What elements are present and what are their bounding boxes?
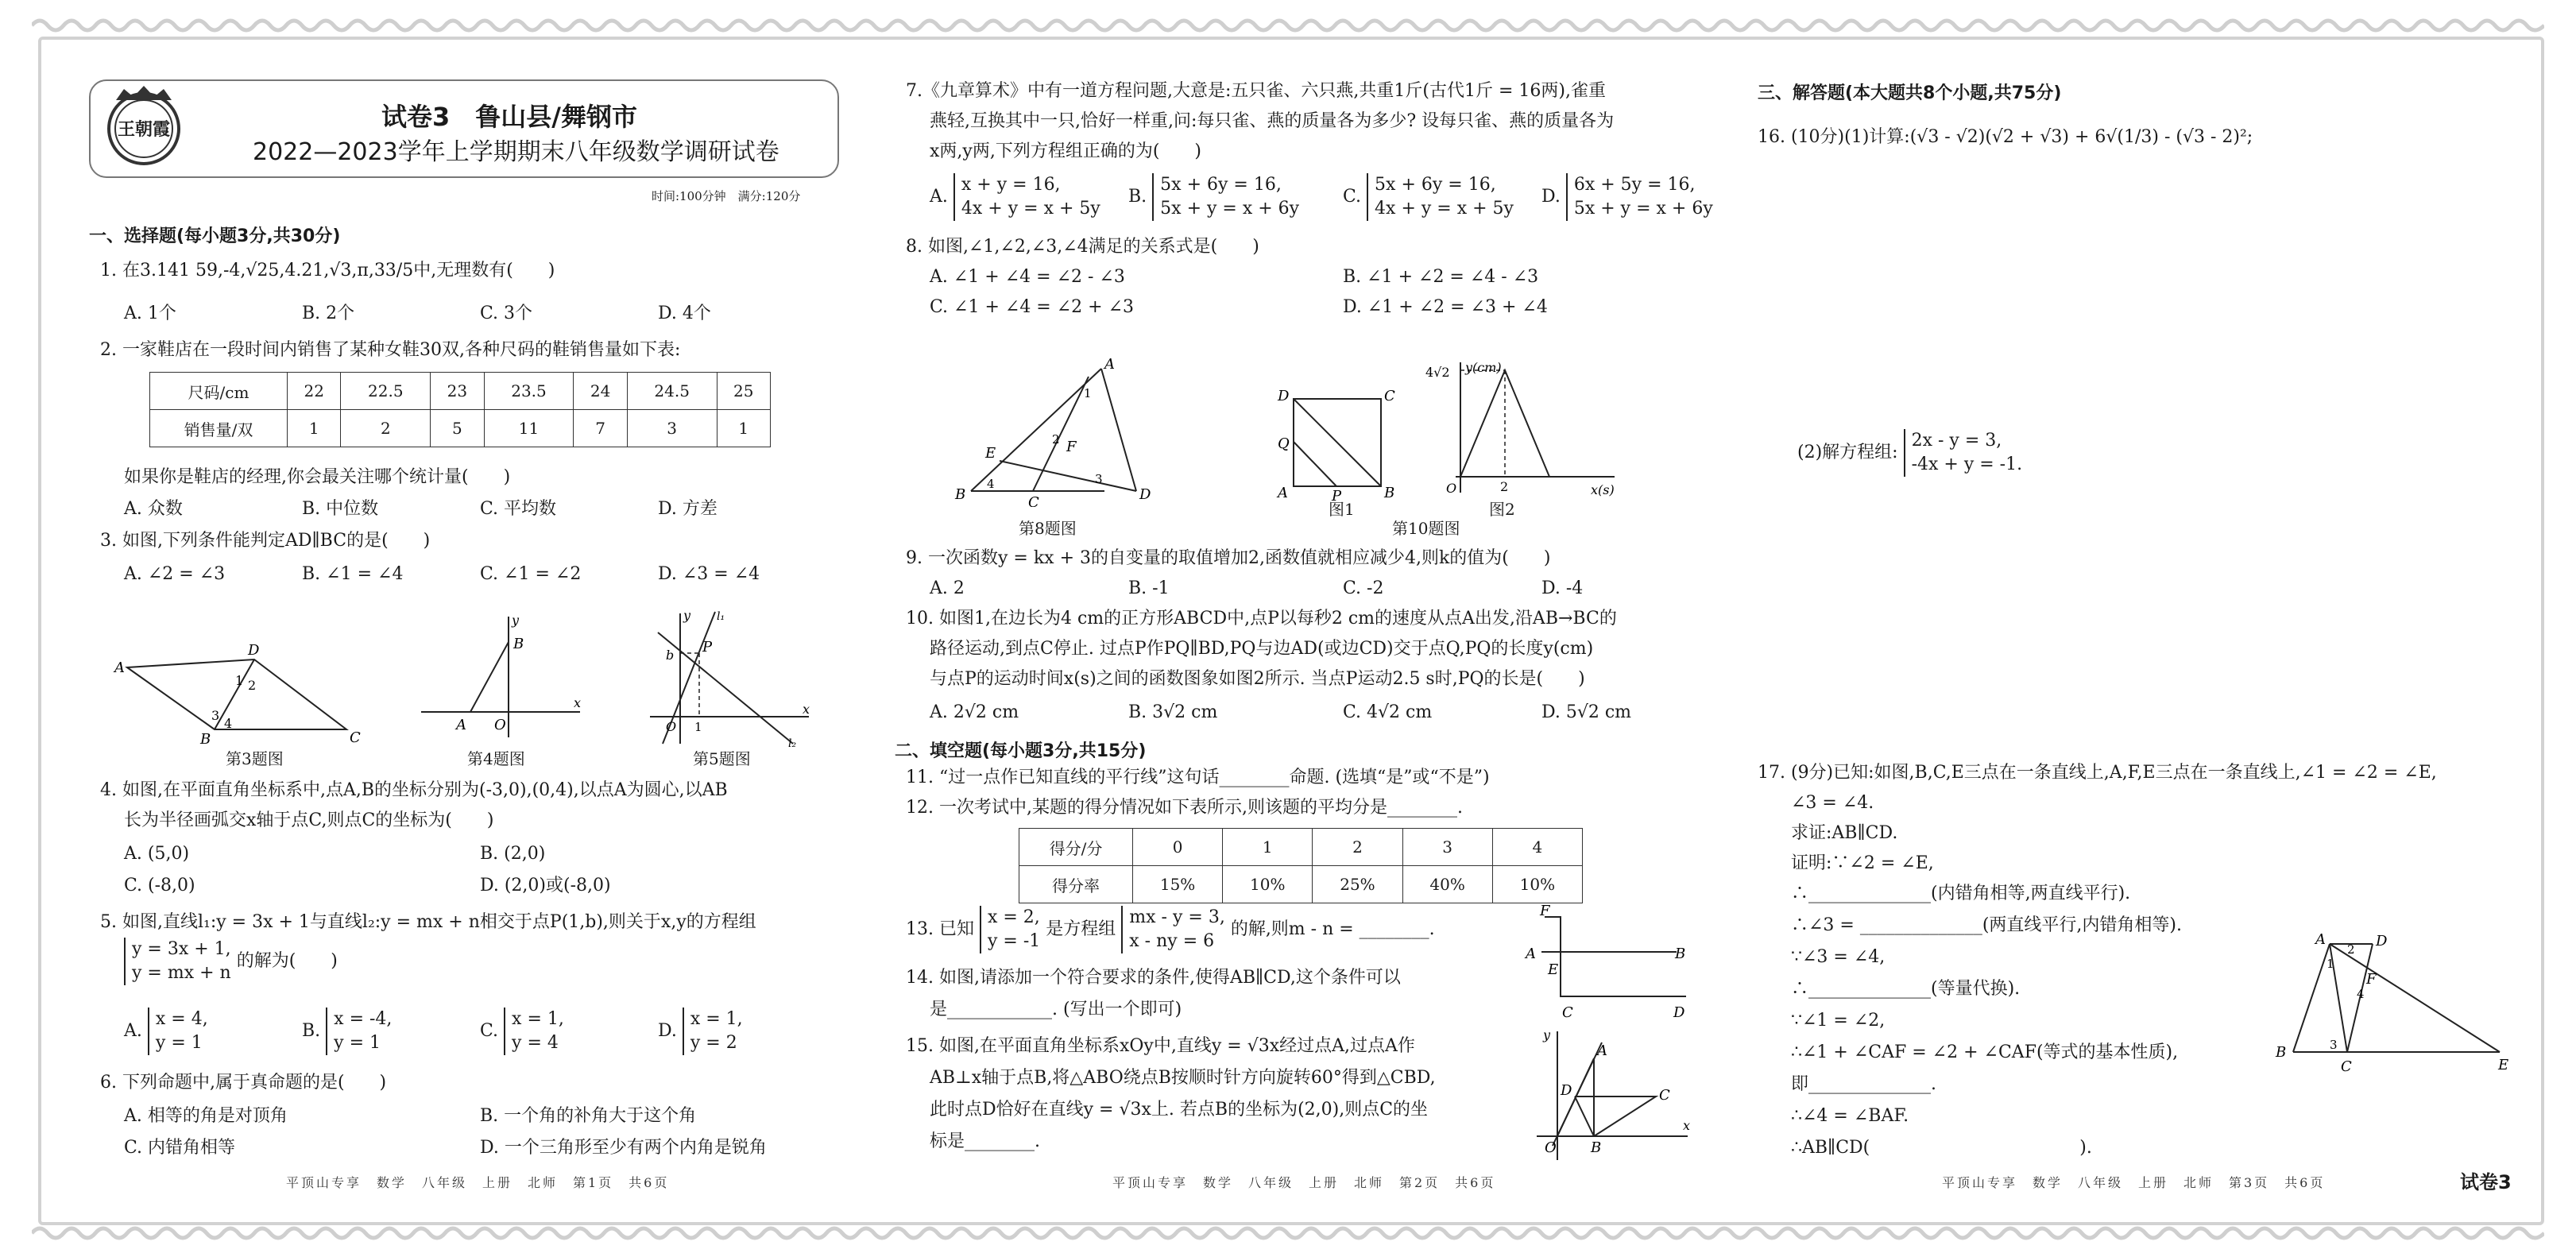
svg-text:B: B	[513, 636, 524, 652]
q1-option-d: D. 4个	[658, 304, 711, 323]
q17-prove: 求证:AB∥CD.	[1791, 823, 1898, 843]
q16-brace	[1904, 429, 2023, 477]
q17-step-6: ∴∠1 + ∠CAF = ∠2 + ∠CAF(等式的基本性质),	[1791, 1042, 2179, 1062]
q1-stem: 1. 在3.141 59,-4,√25,4.21,√3,π,33/5中,无理数有( )	[100, 261, 555, 280]
q5-opt-brace	[326, 1008, 392, 1055]
q1-option-c: C. 3个	[480, 304, 533, 323]
q4-option-c: C. (-8,0)	[124, 876, 195, 895]
q2-table-row	[150, 373, 771, 410]
svg-text:x: x	[1683, 1118, 1691, 1133]
q3-option-c: C. ∠1 = ∠2	[480, 564, 582, 584]
q2-cell: 24.5	[627, 373, 717, 410]
svg-text:E: E	[1548, 961, 1559, 978]
q10-option-c: C. 4√2 cm	[1343, 702, 1433, 722]
section-3-title: 三、解答题(本大题共8个小题,共75分)	[1758, 83, 2062, 103]
q7-opt-label: A.	[930, 187, 948, 207]
q13-sol-x: x = 2,	[987, 907, 1040, 927]
q7-line3: x两,y两,下列方程组正确的为( )	[930, 141, 1201, 161]
svg-text:A: A	[114, 659, 125, 676]
q13-sol-y: y = -1	[987, 931, 1041, 951]
q7-opt-eq: 6x + 5y = 16,	[1573, 175, 1696, 195]
paper-tag: 试卷3	[2460, 1171, 2512, 1193]
q9-option-d: D. -4	[1541, 578, 1584, 598]
q7-opt-eq: 5x + y = x + 6y	[1573, 199, 1713, 219]
q8-option-c: C. ∠1 + ∠4 = ∠2 + ∠3	[930, 297, 1135, 317]
q13-sys-eq1: mx - y = 3,	[1129, 907, 1225, 927]
q5-eq1: y = 3x + 1,	[132, 939, 231, 959]
svg-text:y: y	[683, 608, 691, 623]
q2-row1-label: 尺码/cm	[150, 373, 288, 410]
q17-step-7: 即______________.	[1791, 1074, 1936, 1094]
svg-text:C: C	[2341, 1058, 2352, 1075]
q2-cell: 1	[717, 410, 770, 447]
svg-text:1: 1	[235, 673, 244, 688]
svg-text:E: E	[2498, 1057, 2509, 1073]
q7-opt-eq: 5x + 6y = 16,	[1375, 175, 1496, 195]
q8-stem: 8. 如图,∠1,∠2,∠3,∠4满足的关系式是( )	[906, 237, 1259, 257]
svg-text:O: O	[1446, 481, 1457, 496]
q13-mid: 是方程组	[1046, 919, 1116, 939]
q13-sol-brace	[980, 906, 1040, 953]
q5-opt-label: A.	[124, 1021, 142, 1041]
exam-title: 试卷3 鲁山县/舞钢市	[381, 102, 637, 132]
figure-q10-1	[1276, 383, 1403, 502]
svg-text:P: P	[1332, 488, 1342, 502]
svg-text:D: D	[1278, 388, 1290, 404]
svg-text:A: A	[1526, 946, 1536, 962]
svg-text:D: D	[2376, 933, 2388, 950]
q5-opt-eq: x = 4,	[155, 1009, 208, 1029]
q16-part2	[1797, 429, 2022, 477]
q2-table-row	[150, 410, 771, 447]
svg-text:D: D	[1673, 1004, 1685, 1021]
q2-cell: 1	[288, 410, 341, 447]
q2-cell: 22	[288, 373, 341, 410]
q7-opt-brace	[953, 173, 1100, 221]
q2-cell: 2	[341, 410, 431, 447]
svg-text:3: 3	[2330, 1038, 2338, 1052]
caption-fig10: 第10题图	[1392, 519, 1460, 538]
q6-option-b: B. 一个角的补角大于这个角	[480, 1106, 697, 1126]
svg-text:A: A	[1278, 485, 1288, 501]
svg-text:B: B	[1384, 485, 1395, 501]
q12-cell: 3	[1402, 829, 1492, 866]
q2-cell: 11	[484, 410, 574, 447]
q13-text	[906, 906, 1435, 953]
q17-step-1: ∴______________(内错角相等,两直线平行).	[1791, 884, 2131, 903]
figure-q5	[642, 604, 817, 750]
q5-opt-brace	[504, 1008, 564, 1055]
svg-text:E: E	[985, 445, 996, 462]
svg-text:x: x	[803, 702, 810, 717]
q5-option-d	[658, 1008, 743, 1055]
q7-opt-label: C.	[1343, 187, 1362, 207]
q15-line2: AB⊥x轴于点B,将△ABO绕点B按顺时针方向旋转60°得到△CBD,	[930, 1068, 1436, 1088]
q5-opt-label: C.	[480, 1021, 499, 1041]
q5-opt-eq: y = 1	[155, 1033, 203, 1053]
q17-step-5: ∵∠1 = ∠2,	[1791, 1011, 1886, 1031]
svg-text:C: C	[1562, 1004, 1573, 1021]
q5-opt-label: B.	[302, 1021, 321, 1041]
q3-option-b: B. ∠1 = ∠4	[302, 564, 404, 584]
q5-opt-eq: y = 2	[690, 1033, 737, 1053]
q2-cell: 23.5	[484, 373, 574, 410]
q2-stem: 2. 一家鞋店在一段时间内销售了某种女鞋30双,各种尺码的鞋销售量如下表:	[100, 340, 681, 360]
q2-cell: 7	[574, 410, 627, 447]
q7-line1: 7.《九章算术》中有一道方程问题,大意是:五只雀、六只燕,共重1斤(古代1斤 = 16两),雀重	[906, 81, 1606, 101]
caption-fig3: 第3题图	[226, 749, 284, 768]
footer-page-2: 平顶山专享 数学 八年级 上册 北师 第2页 共6页	[1112, 1175, 1496, 1190]
q7-option-a	[930, 173, 1100, 221]
q7-opt-brace	[1152, 173, 1299, 221]
q12-cell: 40%	[1402, 866, 1492, 903]
svg-text:B: B	[200, 731, 211, 748]
svg-text:C: C	[1028, 494, 1039, 507]
svg-text:b: b	[666, 648, 675, 663]
q5-brace	[124, 938, 231, 985]
q12-table-row	[1019, 866, 1583, 903]
q12-row2-label: 得分率	[1019, 866, 1133, 903]
q16-part2-label: (2)解方程组:	[1797, 443, 1898, 462]
q10-line1: 10. 如图1,在边长为4 cm的正方形ABCD中,点P以每秒2 cm的速度从点A出发,沿AB→BC的	[906, 609, 1617, 628]
q17-line2: ∠3 = ∠4.	[1791, 793, 1874, 813]
q3-stem: 3. 如图,下列条件能判定AD∥BC的是( )	[100, 531, 431, 551]
q15-line4: 标是________.	[930, 1131, 1040, 1151]
svg-text:D: D	[1139, 486, 1151, 503]
logo-text: 王朝霞	[117, 119, 171, 140]
caption-fig8: 第8题图	[1019, 519, 1077, 538]
q3-option-d: D. ∠3 = ∠4	[658, 564, 760, 584]
figure-q10-2	[1416, 358, 1623, 501]
section-2-title: 二、填空题(每小题3分,共15分)	[895, 741, 1147, 761]
q2-option-d: D. 方差	[658, 499, 717, 519]
q8-option-d: D. ∠1 + ∠2 = ∠3 + ∠4	[1343, 297, 1548, 317]
svg-text:y(cm): y(cm)	[1465, 360, 1502, 375]
q7-opt-brace	[1367, 173, 1514, 221]
q15-line3: 此时点D恰好在直线y = √3x上. 若点B的坐标为(2,0),则点C的坐	[930, 1100, 1429, 1120]
q7-opt-eq: 5x + y = x + 6y	[1160, 199, 1300, 219]
svg-text:l₁: l₁	[717, 610, 725, 623]
figure-q8	[953, 356, 1152, 507]
q4-line1: 4. 如图,在平面直角坐标系中,点A,B的坐标分别为(-3,0),(0,4),以点A为圆心,以AB	[100, 780, 728, 800]
q5-opt-eq: y = 1	[334, 1033, 381, 1053]
q5-system	[124, 938, 338, 985]
svg-text:O: O	[666, 719, 677, 734]
q12-cell: 4	[1492, 829, 1582, 866]
q16-stem: 16. (10分)(1)计算:(√3 - √2)(√2 + √3) + 6√(1/3) - (√3 - 2)²;	[1758, 127, 2253, 147]
svg-text:A: A	[456, 717, 466, 733]
q2-cell: 22.5	[341, 373, 431, 410]
figure-q14	[1518, 901, 1692, 1028]
svg-text:2: 2	[1052, 432, 1060, 447]
q9-option-c: C. -2	[1343, 578, 1384, 598]
svg-text:P: P	[702, 639, 713, 656]
q10-line3: 与点P的运动时间x(s)之间的函数图象如图2所示. 当点P运动2.5 s时,PQ的长是( )	[930, 669, 1585, 689]
svg-text:A: A	[1597, 1042, 1607, 1059]
q2-cell: 5	[431, 410, 484, 447]
figure-q3	[111, 640, 366, 752]
q12-stem: 12. 一次考试中,某题的得分情况如下表所示,则该题的平均分是________.	[906, 798, 1463, 818]
svg-text:D: D	[248, 642, 260, 659]
svg-text:4: 4	[224, 716, 233, 731]
q5-opt-brace	[683, 1008, 743, 1055]
q3-option-a: A. ∠2 = ∠3	[124, 564, 226, 584]
q5-eq2: y = mx + n	[132, 963, 231, 983]
svg-text:F: F	[1540, 903, 1550, 919]
svg-text:2: 2	[1500, 479, 1509, 494]
svg-text:F: F	[2366, 971, 2377, 988]
q13-sys-eq2: x - ny = 6	[1129, 931, 1215, 951]
section-1-title: 一、选择题(每小题3分,共30分)	[89, 226, 341, 246]
q2-cell: 23	[431, 373, 484, 410]
q5-opt-eq: y = 4	[512, 1033, 559, 1053]
q7-option-c	[1343, 173, 1514, 221]
figure-q15	[1529, 1027, 1696, 1162]
q7-option-d	[1541, 173, 1713, 221]
svg-text:B: B	[955, 486, 966, 503]
svg-text:4√2: 4√2	[1425, 365, 1450, 380]
svg-text:B: B	[1591, 1139, 1602, 1156]
q2-cell: 3	[627, 410, 717, 447]
svg-text:1: 1	[2327, 957, 2334, 971]
svg-text:C: C	[1659, 1087, 1670, 1104]
svg-text:x: x	[574, 695, 582, 710]
q2-row2-label: 销售量/双	[150, 410, 288, 447]
figure-q4	[413, 610, 588, 745]
svg-text:O: O	[494, 717, 506, 733]
exam-subtitle: 2022—2023学年上学期期末八年级数学调研试卷	[253, 138, 779, 166]
q2-option-a: A. 众数	[124, 499, 183, 519]
q1-option-b: B. 2个	[302, 304, 355, 323]
q17-step-3: ∵∠3 = ∠4,	[1791, 947, 1886, 967]
q8-option-a: A. ∠1 + ∠4 = ∠2 - ∠3	[930, 267, 1125, 287]
svg-text:y: y	[512, 613, 520, 628]
svg-text:C: C	[1384, 388, 1395, 404]
q9-option-b: B. -1	[1128, 578, 1170, 598]
q10-option-d: D. 5√2 cm	[1541, 702, 1632, 722]
q17-proof-head: 证明:∵∠2 = ∠E,	[1791, 853, 1934, 873]
q10-option-b: B. 3√2 cm	[1128, 702, 1218, 722]
svg-text:y: y	[1543, 1027, 1551, 1042]
q12-cell: 10%	[1223, 866, 1313, 903]
q12-table-row	[1019, 829, 1583, 866]
svg-text:2: 2	[2347, 942, 2355, 957]
q12-cell: 1	[1223, 829, 1313, 866]
q17-step-4: ∴______________(等量代换).	[1791, 979, 2021, 999]
q15-line1: 15. 如图,在平面直角坐标系xOy中,直线y = √3x经过点A,过点A作	[906, 1036, 1415, 1056]
q1-option-a: A. 1个	[124, 304, 176, 323]
q2-table	[149, 372, 771, 447]
q6-option-a: A. 相等的角是对顶角	[124, 1106, 288, 1126]
logo-seal	[100, 83, 188, 172]
q13-sys-brace	[1121, 906, 1225, 953]
q2-cell: 24	[574, 373, 627, 410]
svg-text:1: 1	[694, 720, 702, 734]
q12-cell: 2	[1313, 829, 1402, 866]
q12-cell: 25%	[1313, 866, 1402, 903]
q5-line1: 5. 如图,直线l₁:y = 3x + 1与直线l₂:y = mx + n相交于点P(1,b),则关于x,y的方程组	[100, 912, 756, 932]
wavy-border-bottom	[32, 1224, 2544, 1243]
svg-text:3: 3	[211, 708, 220, 723]
wavy-border-top	[32, 16, 2544, 35]
q6-stem: 6. 下列命题中,属于真命题的是( )	[100, 1073, 387, 1093]
q9-option-a: A. 2	[930, 578, 965, 598]
svg-text:3: 3	[1095, 472, 1103, 486]
q17-step-9: ∴AB∥CD( ).	[1791, 1138, 2092, 1158]
svg-text:B: B	[2276, 1044, 2287, 1061]
q7-opt-eq: 4x + y = x + 5y	[961, 199, 1100, 219]
svg-text:4: 4	[2357, 987, 2365, 1001]
caption-fig4: 第4题图	[467, 749, 525, 768]
svg-text:F: F	[1066, 439, 1077, 455]
q5-opt-eq: x = -4,	[334, 1009, 393, 1029]
q7-opt-eq: 4x + y = x + 5y	[1375, 199, 1514, 219]
q7-option-b	[1128, 173, 1299, 221]
q12-cell: 15%	[1133, 866, 1223, 903]
q16-eq2: -4x + y = -1.	[1911, 454, 2023, 474]
q17-step-8: ∴∠4 = ∠BAF.	[1791, 1106, 1909, 1126]
caption-fig10-2: 图2	[1489, 500, 1515, 519]
q8-option-b: B. ∠1 + ∠2 = ∠4 - ∠3	[1343, 267, 1539, 287]
q2-ask: 如果你是鞋店的经理,你会最关注哪个统计量( )	[124, 467, 511, 487]
q5-opt-label: D.	[658, 1021, 677, 1041]
svg-text:A: A	[2315, 931, 2326, 948]
q6-option-d: D. 一个三角形至少有两个内角是锐角	[480, 1138, 767, 1158]
q12-cell: 0	[1133, 829, 1223, 866]
figure-q17	[2271, 930, 2509, 1081]
svg-text:4: 4	[987, 477, 995, 491]
caption-fig10-1: 图1	[1329, 500, 1355, 519]
svg-text:l₂: l₂	[788, 737, 797, 750]
q4-line2: 长为半径画弧交x轴于点C,则点C的坐标为( )	[124, 810, 494, 830]
q7-opt-label: B.	[1128, 187, 1147, 207]
q5-tail: 的解为( )	[236, 951, 338, 971]
q5-option-a	[124, 1008, 208, 1055]
q7-opt-label: D.	[1541, 187, 1561, 207]
q14-line1: 14. 如图,请添加一个符合要求的条件,使得AB∥CD,这个条件可以	[906, 968, 1401, 988]
q6-option-c: C. 内错角相等	[124, 1138, 236, 1158]
q4-option-d: D. (2,0)或(-8,0)	[480, 876, 611, 895]
footer-page-3: 平顶山专享 数学 八年级 上册 北师 第3页 共6页	[1942, 1175, 2326, 1190]
q14-line2: 是____________. (写出一个即可)	[930, 1000, 1182, 1019]
q4-option-a: A. (5,0)	[124, 844, 190, 864]
q11-text: 11. “过一点作已知直线的平行线”这句话________命题. (选填“是”或“不是”)	[906, 768, 1490, 787]
q4-option-b: B. (2,0)	[480, 844, 546, 864]
svg-text:1: 1	[1084, 386, 1092, 400]
exam-meta: 时间:100分钟 满分:120分	[652, 189, 801, 203]
q7-opt-eq: 5x + 6y = 16,	[1160, 175, 1282, 195]
q5-option-b	[302, 1008, 392, 1055]
q7-opt-eq: x + y = 16,	[961, 175, 1061, 195]
q12-row1-label: 得分/分	[1019, 829, 1133, 866]
q5-opt-eq: x = 1,	[690, 1009, 743, 1029]
svg-text:A: A	[1104, 356, 1115, 373]
q5-opt-brace	[148, 1008, 208, 1055]
q9-stem: 9. 一次函数y = kx + 3的自变量的取值增加2,函数值就相应减少4,则k的值为( )	[906, 548, 1551, 568]
q10-option-a: A. 2√2 cm	[930, 702, 1019, 722]
q13-post: 的解,则m - n = ________.	[1230, 919, 1435, 939]
q7-opt-brace	[1566, 173, 1713, 221]
svg-text:Q: Q	[1278, 435, 1290, 452]
svg-text:2: 2	[248, 678, 257, 693]
q12-table	[1019, 828, 1583, 903]
q13-pre: 13. 已知	[906, 919, 974, 939]
q7-line2: 燕轻,互换其中一只,恰好一样重,问:每只雀、燕的质量各为多少? 设每只雀、燕的质量各为	[930, 111, 1615, 131]
q10-line2: 路径运动,到点C停止. 过点P作PQ∥BD,PQ与边AD(或边CD)交于点Q,PQ的长度y(cm)	[930, 639, 1594, 659]
caption-fig5: 第5题图	[693, 749, 751, 768]
footer-page-1: 平顶山专享 数学 八年级 上册 北师 第1页 共6页	[286, 1175, 670, 1190]
svg-text:O: O	[1545, 1139, 1557, 1156]
q16-eq1: 2x - y = 3,	[1911, 431, 2002, 451]
q17-step-2: ∴∠3 = ______________(两直线平行,内错角相等).	[1791, 915, 2183, 935]
q5-opt-eq: x = 1,	[512, 1009, 564, 1029]
q2-option-c: C. 平均数	[480, 499, 557, 519]
svg-text:x(s): x(s)	[1591, 482, 1615, 497]
svg-text:C: C	[350, 729, 361, 746]
q12-cell: 10%	[1492, 866, 1582, 903]
q2-cell: 25	[717, 373, 770, 410]
q2-option-b: B. 中位数	[302, 499, 379, 519]
svg-text:D: D	[1561, 1082, 1572, 1099]
q5-option-c	[480, 1008, 564, 1055]
q17-line1: 17. (9分)已知:如图,B,C,E三点在一条直线上,A,F,E三点在一条直线上,∠1 = ∠2 = ∠E,	[1758, 763, 2437, 783]
svg-text:B: B	[1675, 946, 1686, 962]
